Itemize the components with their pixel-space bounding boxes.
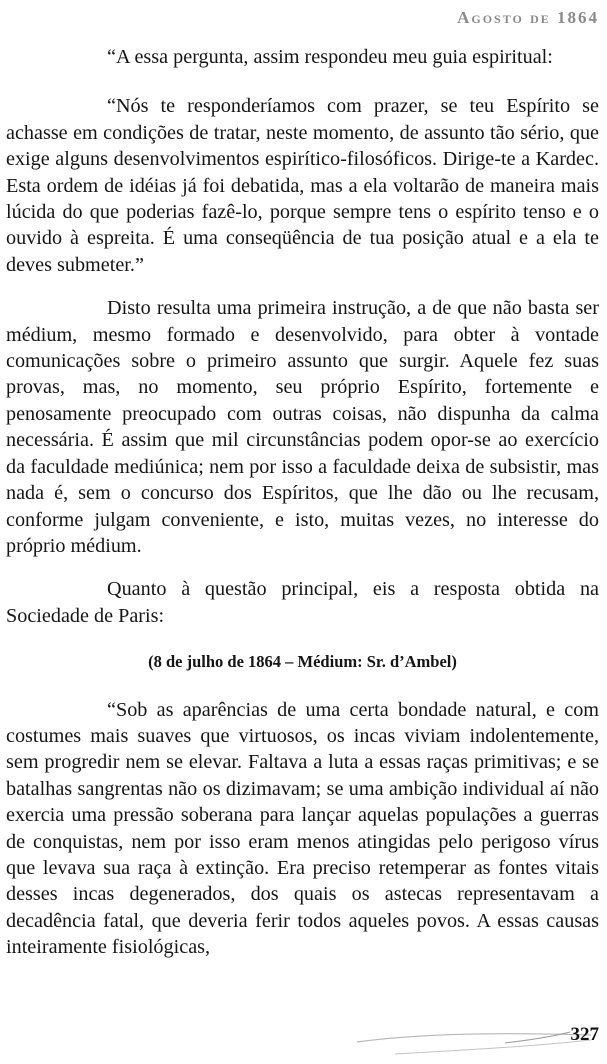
- paragraph: Quanto à questão principal, eis a resposta obtida na Sociedade de Paris:: [6, 578, 599, 627]
- paragraph: Disto resulta uma primeira instrução, a de que não basta ser médium, mesmo formado e desenvolvido, para obter à vontade comunicações sobre o primeiro assunto que surgir. Aquele fez suas provas, mas, no momento, seu próprio Espírito, fortemente e penosamente preocupado com outras coisas, não dispunha da calma necessária. É assim que mil circunstâncias podem opor-se ao exercício da faculdade mediúnica; nem por isso a faculdade deixa de subsistir, mas nada é, sem o concurso dos Espíritos, que lhe dão ou lhe recusam, conforme julgam conveniente, e isto, muitas vezes, no interesse do próprio médium.: [6, 297, 599, 557]
- paragraph: “Sob as aparências de uma certa bondade natural, e com costumes mais suaves que virtuosos, os incas viviam indolentemente, sem progredir nem se elevar. Faltava a luta a essas raças primitivas; e se batalhas sangrentas não os dizimavam; se uma ambição individual aí não exercia uma pressão soberana para lançar aquelas populações a guerras de conquistas, nem por isso eram menos atingidas pelo perigoso vírus que levava sua raça à extinção. Era preciso retemperar as fontes vitais desses incas degenerados, dos quais os astecas representavam a decadência fatal, que deveria ferir todos aqueles povos. A essas causas inteiramente fisiológicas,: [6, 698, 599, 959]
- page-footer: [355, 1010, 599, 1058]
- running-title: Agosto de 1864: [457, 8, 599, 27]
- section-heading: (8 de julho de 1864 – Médium: Sr. d’Ambel): [148, 652, 457, 672]
- page-number: 327: [570, 1024, 599, 1045]
- paragraph: “A essa pergunta, assim respondeu meu guia espiritual:: [107, 46, 553, 68]
- page-body: [6, 44, 599, 961]
- paragraph: “Nós te responderíamos com prazer, se teu Espírito se achasse em condições de tratar, neste momento, de assunto tão sério, que exige alguns desenvolvimentos espirítico-filosóficos. Dirige-te a Kardec. Esta ordem de idéias já foi debatida, mas a ela voltarão de maneira mais lúcida do que poderias fazê-lo, porque sempre tens o espírito tenso e o ouvido à espreita. É uma conseqüência de tua posição atual e a ela te deves submeter.”: [6, 95, 599, 276]
- flourish-ornament-icon: [355, 1010, 599, 1058]
